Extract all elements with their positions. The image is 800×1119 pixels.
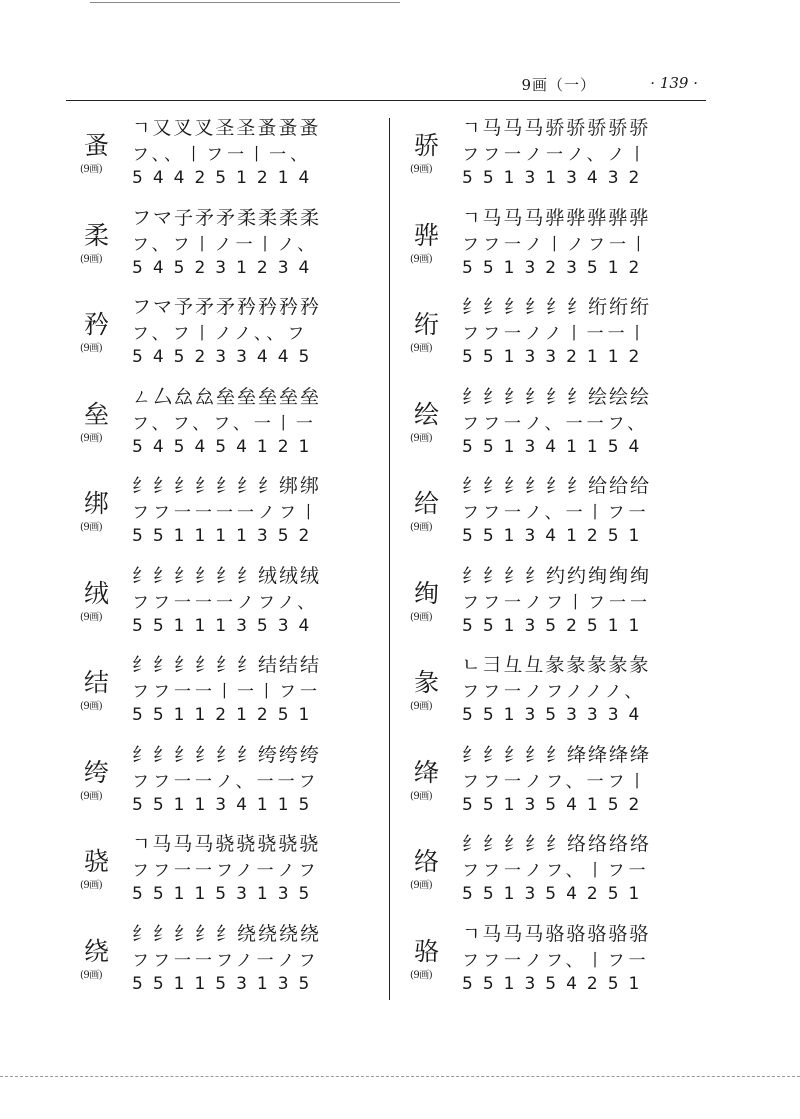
entry-character: 骆	[414, 936, 440, 966]
stroke-sequence: 纟纟纟纟纟纟纟绑绑	[132, 475, 322, 497]
stroke-sequence: 纟纟纟纟纟绕绕绕绕	[132, 922, 322, 945]
stroke-count-label: (9画)	[410, 253, 433, 265]
stroke-count-label: (9画)	[410, 522, 433, 533]
character-entry	[70, 292, 400, 382]
stroke-sequence: 纟纟纟纟纟纟给给给	[462, 475, 652, 497]
stroke-sequence: フマ予矛矛矜矜矜矜	[132, 296, 322, 318]
stroke-shapes: フフ一ノ丨ノフ一丨	[462, 234, 651, 255]
character-entry	[70, 740, 400, 830]
stroke-count-label: (9画)	[80, 701, 103, 712]
stroke-count-label: (9画)	[80, 432, 103, 444]
entry-character: 垒	[84, 399, 110, 429]
stroke-sequence: ㄱ马马马骄骄骄骄骄	[462, 117, 651, 139]
stroke-sequence: 纟纟纟纟纟络络络络	[462, 833, 652, 855]
character-entry	[400, 203, 730, 293]
stroke-sequence: ㄴ彐彑彑彖彖彖彖彖	[462, 654, 651, 676]
stroke-count-label: (9画)	[410, 969, 433, 981]
stroke-codes: 551352511	[462, 615, 650, 636]
stroke-count-label: (9画)	[80, 522, 103, 533]
stroke-count-label: (9画)	[80, 969, 103, 981]
stroke-codes: 551134115	[132, 794, 320, 815]
entry-character: 骅	[414, 220, 440, 250]
stroke-codes: 551113534	[132, 615, 320, 636]
stroke-shapes: フ、フ丨ノノ、、フ	[132, 324, 309, 344]
stroke-sequence: ㄱ又叉叉圣圣蚤蚤蚤	[132, 117, 321, 139]
stroke-shapes: フフ一ノ、一一フ、	[462, 413, 649, 434]
entry-character: 绛	[414, 757, 440, 787]
character-entry	[400, 113, 730, 203]
scan-edge-bottom	[0, 1076, 800, 1077]
stroke-codes: 551332112	[462, 347, 650, 367]
stroke-count-label: (9画)	[410, 790, 433, 802]
stroke-codes: 551121251	[132, 705, 320, 725]
stroke-codes: 545233445	[132, 347, 320, 367]
stroke-shapes: フフ一一フノ一ノフ	[132, 861, 320, 881]
stroke-count-label: (9画)	[80, 253, 103, 265]
stroke-codes: 551354251	[462, 973, 650, 994]
stroke-sequence: 纟纟纟纟纟纟绔绔绔	[132, 743, 322, 766]
stroke-count-label: (9画)	[410, 164, 433, 175]
stroke-shapes: フフ一ノフ丨フ一一	[462, 592, 651, 613]
stroke-count-label: (9画)	[410, 880, 433, 891]
stroke-shapes: フフ一一一ノフノ、	[132, 592, 319, 613]
stroke-sequence: 纟纟纟纟纟纟结结结	[132, 654, 322, 676]
character-entry	[400, 471, 730, 561]
stroke-sequence: ㄥ厶厽厽垒垒垒垒垒	[132, 385, 322, 408]
stroke-codes: 551354251	[462, 884, 650, 904]
entry-character: 绘	[414, 399, 440, 429]
stroke-count-label: (9画)	[410, 611, 433, 623]
character-entry	[70, 113, 400, 203]
stroke-sequence: 纟纟纟纟约约绚绚绚	[462, 564, 652, 587]
scan-edge-top	[90, 2, 400, 3]
stroke-sequence: ㄱ马马马骆骆骆骆骆	[462, 922, 651, 945]
stroke-sequence: 纟纟纟纟纟绛绛绛绛	[462, 743, 652, 766]
character-entry	[70, 203, 400, 293]
character-entry	[70, 919, 400, 1009]
stroke-codes: 551153135	[132, 884, 320, 904]
stroke-shapes: フ、フ丨ノ一丨ノ、	[132, 234, 319, 255]
stroke-sequence: ㄱ马马马骅骅骅骅骅	[462, 206, 651, 229]
entry-character: 络	[414, 847, 440, 876]
section-title: 9画（一）	[521, 76, 596, 94]
stroke-shapes: フフ一ノフ、一フ丨	[462, 771, 650, 792]
page-header	[66, 72, 706, 100]
stroke-codes: 551341154	[462, 436, 650, 457]
stroke-shapes: フフ一ノ、一丨フ一	[462, 503, 650, 523]
stroke-count-label: (9画)	[80, 790, 103, 802]
character-entry	[400, 292, 730, 382]
entry-character: 骄	[414, 131, 440, 160]
stroke-shapes: フフ一ノフ、丨フ一	[462, 861, 650, 881]
entry-character: 绒	[84, 578, 110, 608]
stroke-codes: 544251214	[132, 168, 320, 188]
entry-character: 绔	[84, 757, 110, 787]
entry-character: 给	[414, 489, 440, 518]
stroke-codes: 551323512	[462, 257, 650, 278]
character-entry	[400, 740, 730, 830]
right-column	[400, 113, 730, 1008]
stroke-sequence: 纟纟纟纟纟纟绘绘绘	[462, 385, 652, 408]
entry-character: 绑	[84, 489, 110, 518]
entry-character: 柔	[84, 220, 110, 250]
entry-character: 结	[84, 668, 110, 697]
stroke-count-label: (9画)	[80, 164, 103, 175]
stroke-shapes: フフ一ノノ丨一一丨	[462, 324, 650, 344]
stroke-count-label: (9画)	[410, 343, 433, 354]
character-entry	[400, 561, 730, 651]
stroke-shapes: フフ一ノ一ノ、ノ丨	[462, 145, 650, 165]
stroke-codes: 551111352	[132, 526, 320, 546]
stroke-sequence: 纟纟纟纟纟纟绒绒绒	[132, 564, 322, 587]
entry-character: 骁	[84, 847, 110, 876]
character-entry	[70, 382, 400, 472]
stroke-sequence: フマ子矛矛柔柔柔柔	[132, 206, 322, 229]
entry-character: 绕	[84, 936, 110, 966]
page-number: · 139 ·	[650, 74, 698, 92]
stroke-shapes: フフ一一丨一丨フ一	[132, 682, 321, 702]
stroke-codes: 551153135	[132, 973, 320, 994]
stroke-count-label: (9画)	[80, 880, 103, 891]
stroke-codes: 551354152	[462, 794, 650, 815]
stroke-codes: 551341251	[462, 526, 650, 546]
stroke-shapes: フフ一一一一ノフ丨	[132, 503, 321, 523]
character-entry	[70, 471, 400, 561]
stroke-count-label: (9画)	[410, 432, 433, 444]
entry-character: 矜	[84, 310, 110, 339]
stroke-count-label: (9画)	[80, 611, 103, 623]
stroke-shapes: フフ一ノフノノノ、	[462, 682, 646, 702]
character-entry	[400, 829, 730, 919]
entry-character: 绚	[414, 578, 440, 608]
left-column	[70, 113, 400, 1008]
stroke-shapes: フフ一一ノ、一一フ	[132, 771, 320, 792]
stroke-shapes: フフ一ノフ、丨フ一	[462, 950, 650, 971]
stroke-codes: 545454121	[132, 436, 320, 457]
stroke-shapes: フ、フ、フ、一丨一	[132, 413, 317, 434]
character-entry	[400, 650, 730, 740]
stroke-codes: 551313432	[462, 168, 650, 188]
stroke-sequence: ㄱ马马马骁骁骁骁骁	[132, 833, 321, 855]
character-entry	[400, 382, 730, 472]
character-entry	[70, 561, 400, 651]
header-rule	[66, 100, 706, 101]
stroke-shapes: フ、、丨フ一丨一、	[132, 145, 312, 165]
column-divider	[389, 118, 390, 1000]
entry-character: 彖	[414, 668, 440, 697]
stroke-count-label: (9画)	[410, 701, 433, 712]
stroke-shapes: フフ一一フノ一ノフ	[132, 950, 320, 971]
entry-character: 绗	[414, 310, 440, 339]
character-entry	[70, 829, 400, 919]
stroke-sequence: 纟纟纟纟纟纟绗绗绗	[462, 296, 652, 318]
stroke-codes: 551353334	[462, 705, 650, 725]
stroke-codes: 545231234	[132, 257, 320, 278]
entry-character: 蚤	[84, 131, 110, 160]
character-entry	[400, 919, 730, 1009]
stroke-count-label: (9画)	[80, 343, 103, 354]
character-entry	[70, 650, 400, 740]
